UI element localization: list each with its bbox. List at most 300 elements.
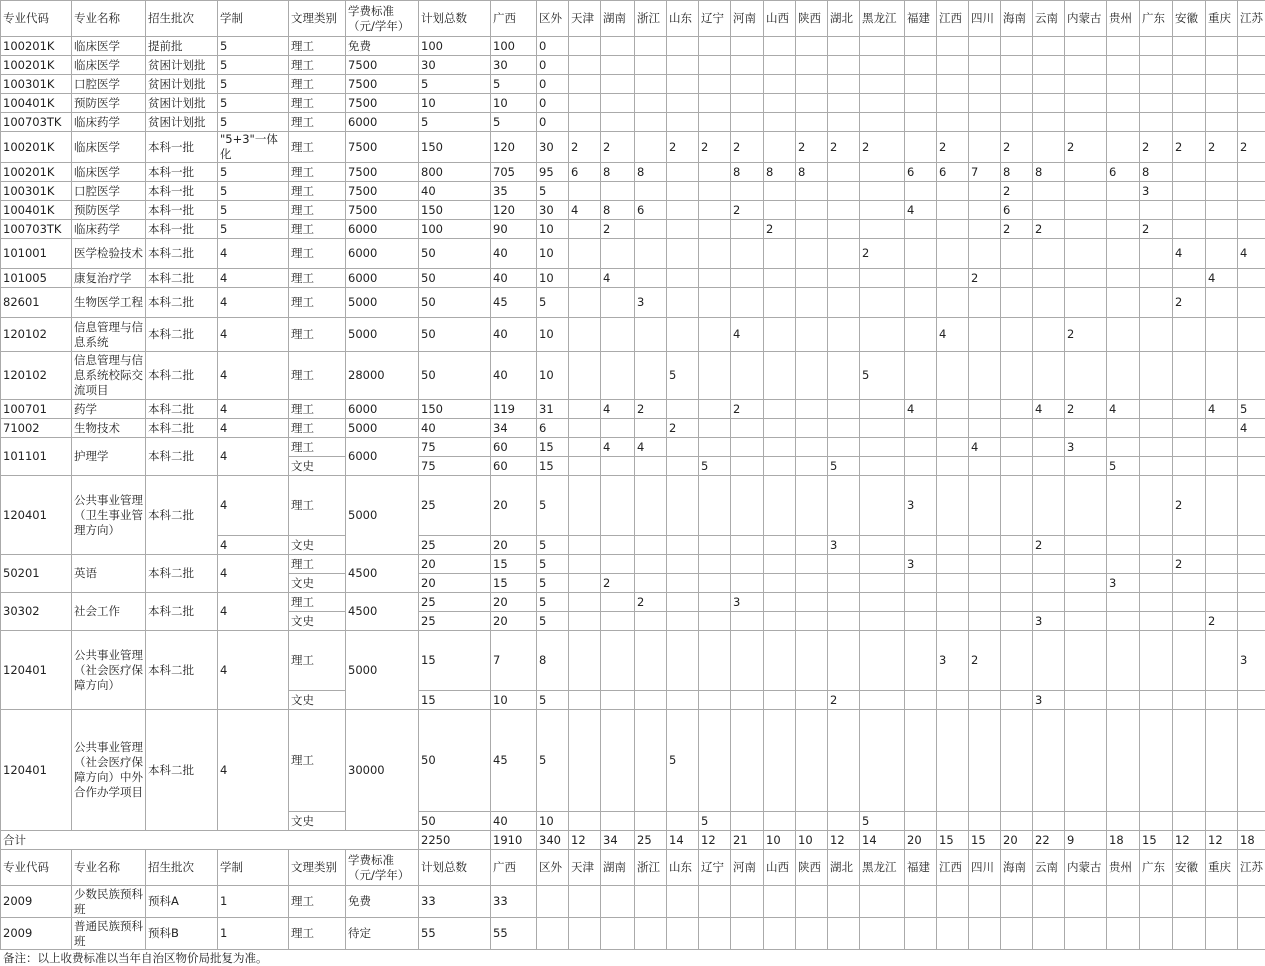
table-cell (635, 75, 667, 94)
table-cell: 5 (537, 476, 569, 536)
table-cell (969, 555, 1001, 574)
table-cell: 理工 (289, 631, 346, 691)
table-cell: 100703TK (1, 220, 72, 239)
table-cell: 20 (491, 536, 537, 555)
total-cell: 15 (1140, 831, 1173, 850)
table-cell: 2 (569, 132, 601, 163)
table-cell (1238, 691, 1265, 710)
table-cell (1001, 631, 1033, 691)
column-header: 内蒙古 (1065, 850, 1107, 886)
table-cell (937, 37, 969, 56)
table-cell (699, 220, 731, 239)
table-cell (569, 593, 601, 612)
table-cell (969, 75, 1001, 94)
table-cell: 30 (537, 132, 569, 163)
table-cell: 理工 (289, 269, 346, 288)
table-cell (601, 812, 635, 831)
table-cell: 10 (537, 220, 569, 239)
table-cell (860, 37, 905, 56)
table-cell: 8 (635, 163, 667, 182)
table-cell: 40 (491, 812, 537, 831)
table-cell: 贫困计划批 (146, 94, 218, 113)
table-cell (699, 593, 731, 612)
column-header: 山东 (667, 1, 699, 37)
table-cell (1107, 593, 1140, 612)
table-cell: 5000 (346, 318, 419, 352)
table-cell (731, 419, 764, 438)
table-cell (1001, 438, 1033, 457)
table-cell (1206, 201, 1238, 220)
table-cell: 150 (419, 132, 491, 163)
table-cell: 100201K (1, 163, 72, 182)
table-cell: 理工 (289, 886, 346, 918)
table-cell (860, 163, 905, 182)
table-cell (1107, 56, 1140, 75)
table-cell (667, 318, 699, 352)
table-cell (699, 113, 731, 132)
table-cell (1033, 94, 1065, 113)
table-cell (1107, 132, 1140, 163)
table-cell (1238, 438, 1265, 457)
table-cell (1107, 182, 1140, 201)
table-cell: 5 (537, 574, 569, 593)
table-cell (1238, 612, 1265, 631)
table-cell: 95 (537, 163, 569, 182)
table-cell (860, 288, 905, 318)
table-cell: 2009 (1, 886, 72, 918)
table-cell (1173, 163, 1206, 182)
table-row (1, 132, 1265, 163)
table-cell: 提前批 (146, 37, 218, 56)
table-cell (1065, 536, 1107, 555)
total-cell: 1910 (491, 831, 537, 850)
table-cell (1001, 536, 1033, 555)
column-header: 重庆 (1206, 850, 1238, 886)
table-cell (969, 220, 1001, 239)
table-cell (1238, 201, 1265, 220)
table-cell: 2 (731, 400, 764, 419)
table-cell (731, 691, 764, 710)
table-cell: 6000 (346, 269, 419, 288)
table-cell: 4 (601, 438, 635, 457)
table-cell: 5 (537, 182, 569, 201)
table-cell (699, 352, 731, 400)
table-cell: 55 (491, 918, 537, 950)
table-cell: 10 (419, 94, 491, 113)
table-cell (601, 318, 635, 352)
table-cell: 理工 (289, 555, 346, 574)
table-cell (937, 288, 969, 318)
table-cell (764, 352, 796, 400)
table-cell: 0 (537, 94, 569, 113)
table-cell: 口腔医学 (72, 182, 146, 201)
table-cell (828, 612, 860, 631)
table-cell (569, 612, 601, 631)
table-cell (937, 691, 969, 710)
table-cell (764, 457, 796, 476)
table-cell (905, 438, 937, 457)
column-header: 招生批次 (146, 1, 218, 37)
table-cell: 理工 (289, 400, 346, 419)
table-cell: 15 (491, 555, 537, 574)
table-cell: 120102 (1, 352, 72, 400)
table-cell (569, 574, 601, 593)
table-cell (969, 918, 1001, 950)
table-cell: 4500 (346, 593, 419, 631)
table-cell: 5000 (346, 631, 419, 710)
table-cell (569, 918, 601, 950)
column-header: 河南 (731, 850, 764, 886)
table-cell (635, 691, 667, 710)
table-cell: 理工 (289, 163, 346, 182)
table-cell: 30 (491, 56, 537, 75)
table-cell (828, 574, 860, 593)
table-cell (1033, 574, 1065, 593)
table-cell (601, 352, 635, 400)
table-cell: 理工 (289, 94, 346, 113)
table-cell (1001, 574, 1033, 593)
column-header: 浙江 (635, 1, 667, 37)
table-cell: 理工 (289, 182, 346, 201)
table-cell (1173, 94, 1206, 113)
table-cell: 3 (937, 631, 969, 691)
table-cell: 免费 (346, 37, 419, 56)
table-cell (1001, 476, 1033, 536)
table-cell: 90 (491, 220, 537, 239)
table-cell (796, 812, 828, 831)
table-cell (1173, 536, 1206, 555)
table-cell (1033, 75, 1065, 94)
table-cell: 本科一批 (146, 220, 218, 239)
table-cell (1206, 476, 1238, 536)
table-cell: 2 (1173, 555, 1206, 574)
table-cell: 文史 (289, 612, 346, 631)
table-cell: 理工 (289, 239, 346, 269)
table-cell (764, 182, 796, 201)
table-cell: 5000 (346, 288, 419, 318)
table-cell (969, 318, 1001, 352)
table-cell (699, 75, 731, 94)
table-cell (796, 419, 828, 438)
table-cell (1206, 220, 1238, 239)
table-cell (764, 536, 796, 555)
table-cell (601, 612, 635, 631)
table-cell (1065, 710, 1107, 812)
column-header: 海南 (1001, 850, 1033, 886)
table-cell (860, 220, 905, 239)
column-header: 计划总数 (419, 850, 491, 886)
table-cell (1238, 113, 1265, 132)
table-cell (1140, 612, 1173, 631)
table-cell: 6 (635, 201, 667, 220)
table-cell (635, 352, 667, 400)
table-cell (667, 75, 699, 94)
table-cell (1107, 352, 1140, 400)
table-cell: 8 (731, 163, 764, 182)
table-cell (905, 352, 937, 400)
column-header: 江苏 (1238, 1, 1265, 37)
table-cell (1173, 918, 1206, 950)
table-cell (969, 593, 1001, 612)
column-header: 区外 (537, 850, 569, 886)
footnote: 备注：以上收费标准以当年自治区物价局批复为准。 (0, 950, 1265, 966)
table-cell (905, 94, 937, 113)
table-cell: 5 (537, 536, 569, 555)
table-cell: 1 (218, 886, 289, 918)
table-cell (969, 476, 1001, 536)
column-header: 专业代码 (1, 850, 72, 886)
table-cell (1001, 37, 1033, 56)
table-cell (1033, 318, 1065, 352)
table-cell (796, 457, 828, 476)
table-cell: 预防医学 (72, 94, 146, 113)
table-cell (1140, 536, 1173, 555)
table-cell: 100201K (1, 37, 72, 56)
table-cell (569, 318, 601, 352)
table-cell (731, 631, 764, 691)
table-cell (1033, 593, 1065, 612)
table-cell (667, 400, 699, 419)
table-cell: 4 (218, 269, 289, 288)
table-cell (601, 536, 635, 555)
table-cell: 本科二批 (146, 239, 218, 269)
column-header: 计划总数 (419, 1, 491, 37)
table-cell (969, 56, 1001, 75)
table-cell (937, 555, 969, 574)
table-cell (601, 886, 635, 918)
table-cell: 101005 (1, 269, 72, 288)
table-cell (828, 419, 860, 438)
table-cell: 普通民族预科班 (72, 918, 146, 950)
table-cell (1140, 812, 1173, 831)
total-label: 合计 (1, 831, 419, 850)
table-cell (1107, 536, 1140, 555)
table-cell: 本科一批 (146, 201, 218, 220)
column-header: 文理类别 (289, 850, 346, 886)
table-cell: 本科二批 (146, 476, 218, 555)
table-cell (537, 918, 569, 950)
table-cell: 4 (731, 318, 764, 352)
table-cell (1107, 691, 1140, 710)
table-cell (860, 457, 905, 476)
table-cell (667, 631, 699, 691)
table-cell (1140, 419, 1173, 438)
table-cell (1238, 574, 1265, 593)
table-cell: 5 (218, 201, 289, 220)
table-cell: 本科二批 (146, 631, 218, 710)
table-cell (937, 269, 969, 288)
table-cell (1033, 113, 1065, 132)
table-cell (667, 886, 699, 918)
table-cell (731, 220, 764, 239)
table-cell (699, 612, 731, 631)
table-cell (1065, 457, 1107, 476)
table-cell (1206, 812, 1238, 831)
table-cell (796, 612, 828, 631)
table-cell: 45 (491, 288, 537, 318)
table-cell (1173, 182, 1206, 201)
table-cell (1065, 476, 1107, 536)
table-cell (569, 457, 601, 476)
table-cell (1206, 555, 1238, 574)
table-cell (1206, 94, 1238, 113)
table-cell (796, 536, 828, 555)
table-cell (731, 75, 764, 94)
table-cell: 4 (218, 536, 289, 555)
table-cell (1238, 75, 1265, 94)
table-cell (1173, 612, 1206, 631)
table-cell: 0 (537, 37, 569, 56)
table-cell: 101001 (1, 239, 72, 269)
table-cell: 6000 (346, 438, 419, 476)
table-row (1, 239, 1265, 269)
table-cell: 2 (699, 132, 731, 163)
total-cell: 12 (828, 831, 860, 850)
table-cell (731, 182, 764, 201)
table-cell (635, 56, 667, 75)
table-cell: 20 (419, 574, 491, 593)
table-cell: 2 (860, 239, 905, 269)
table-cell (1065, 918, 1107, 950)
table-cell: 2 (601, 574, 635, 593)
table-cell (635, 612, 667, 631)
table-cell (601, 593, 635, 612)
table-cell (699, 691, 731, 710)
table-cell: 本科二批 (146, 438, 218, 476)
table-cell: 50 (419, 269, 491, 288)
table-cell (905, 75, 937, 94)
table-cell (635, 318, 667, 352)
table-cell (1107, 438, 1140, 457)
table-cell (764, 612, 796, 631)
table-cell (1173, 438, 1206, 457)
table-cell (1065, 288, 1107, 318)
table-cell: 理工 (289, 476, 346, 536)
table-cell: 本科二批 (146, 352, 218, 400)
column-header: 湖北 (828, 850, 860, 886)
table-cell (764, 269, 796, 288)
table-cell (1107, 37, 1140, 56)
table-cell: 2 (635, 593, 667, 612)
table-row (1, 288, 1265, 318)
table-cell: 7500 (346, 201, 419, 220)
table-cell (1206, 691, 1238, 710)
table-cell (969, 812, 1001, 831)
table-cell (969, 132, 1001, 163)
table-cell (1065, 812, 1107, 831)
table-cell: 贫困计划批 (146, 56, 218, 75)
table-cell: 2 (937, 132, 969, 163)
table-cell: 6 (937, 163, 969, 182)
column-header: 陕西 (796, 850, 828, 886)
table-cell: 药学 (72, 400, 146, 419)
table-cell (1001, 239, 1033, 269)
table-cell (1001, 710, 1033, 812)
table-cell (1140, 56, 1173, 75)
table-cell: 7500 (346, 94, 419, 113)
table-cell (828, 555, 860, 574)
table-cell (1065, 113, 1107, 132)
table-cell: 5 (537, 691, 569, 710)
table-cell (796, 201, 828, 220)
table-cell (828, 438, 860, 457)
table-cell (699, 438, 731, 457)
column-header: 学费标准（元/学年） (346, 1, 419, 37)
table-cell (1107, 419, 1140, 438)
table-cell: 6 (569, 163, 601, 182)
total-cell: 12 (699, 831, 731, 850)
total-cell: 15 (937, 831, 969, 850)
table-cell (1107, 220, 1140, 239)
table-cell: 7500 (346, 132, 419, 163)
table-cell: 40 (491, 352, 537, 400)
table-cell (731, 94, 764, 113)
table-cell: 口腔医学 (72, 75, 146, 94)
table-cell (731, 886, 764, 918)
table-cell (569, 352, 601, 400)
table-cell: 100701 (1, 400, 72, 419)
table-cell (1140, 239, 1173, 269)
table-cell (699, 37, 731, 56)
table-cell (969, 288, 1001, 318)
table-cell (969, 710, 1001, 812)
table-cell: 3 (1238, 631, 1265, 691)
table-cell: 10 (537, 318, 569, 352)
table-cell (1033, 201, 1065, 220)
table-cell: 临床医学 (72, 163, 146, 182)
table-row (1, 419, 1265, 438)
table-cell: 10 (537, 269, 569, 288)
table-cell (1173, 400, 1206, 419)
table-cell (828, 37, 860, 56)
table-cell (1107, 113, 1140, 132)
table-cell (1107, 631, 1140, 691)
table-cell (905, 318, 937, 352)
table-cell (1173, 201, 1206, 220)
table-cell (1206, 182, 1238, 201)
table-cell (1001, 75, 1033, 94)
table-cell (731, 288, 764, 318)
table-cell (1107, 318, 1140, 352)
table-cell: 33 (419, 886, 491, 918)
table-cell (667, 182, 699, 201)
table-cell: 2 (796, 132, 828, 163)
table-cell (1206, 288, 1238, 318)
table-cell (905, 56, 937, 75)
table-cell (1107, 812, 1140, 831)
table-cell (731, 239, 764, 269)
table-cell (569, 476, 601, 536)
table-cell: 5 (491, 75, 537, 94)
table-cell (860, 536, 905, 555)
table-cell (1001, 56, 1033, 75)
table-cell (667, 574, 699, 593)
table-cell (569, 886, 601, 918)
table-cell (764, 113, 796, 132)
table-cell: 6000 (346, 113, 419, 132)
table-cell: 4 (218, 419, 289, 438)
table-cell (796, 94, 828, 113)
header-row (1, 850, 1265, 886)
table-cell: 100 (491, 37, 537, 56)
table-cell (860, 612, 905, 631)
table-cell (1140, 400, 1173, 419)
table-cell (764, 132, 796, 163)
total-cell: 21 (731, 831, 764, 850)
table-cell: 5 (1238, 400, 1265, 419)
table-cell (1206, 318, 1238, 352)
table-cell (1140, 555, 1173, 574)
